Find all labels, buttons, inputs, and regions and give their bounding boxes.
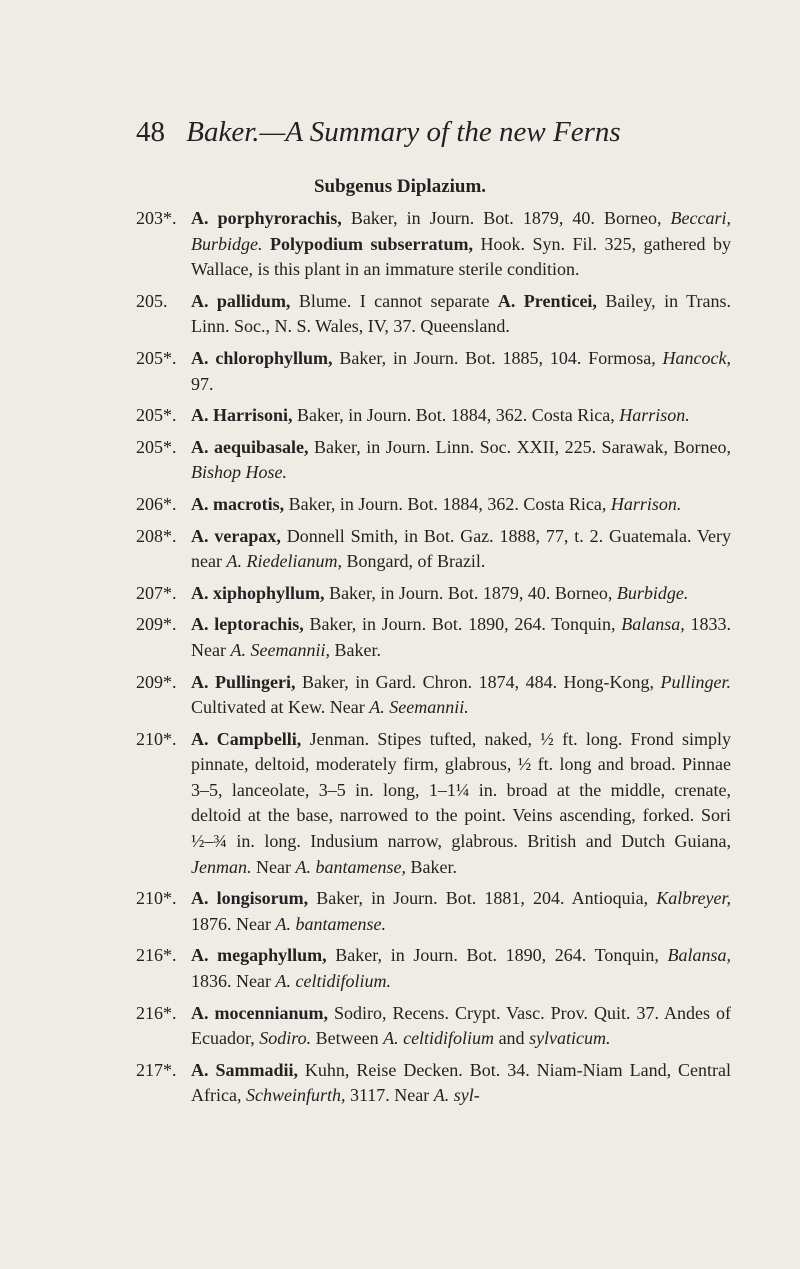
entry-number: 209*. bbox=[136, 671, 177, 692]
italic-reference: A. celtidifolium. bbox=[275, 971, 391, 992]
entry-number: 203*. bbox=[136, 208, 177, 228]
entry-body-text: Cultivated at Kew. Near bbox=[191, 697, 370, 718]
italic-reference: A. celtidifolium bbox=[383, 1028, 495, 1049]
species-name: A. verapax, bbox=[191, 525, 281, 546]
species-name: A. aequibasale, bbox=[191, 436, 309, 457]
entry-body-text: Between bbox=[311, 1028, 384, 1049]
entry-body-text: Baker, in Journ. Bot. 1890, 264. Tonquin, bbox=[303, 614, 622, 635]
species-name: A. Harrisoni, bbox=[191, 405, 293, 426]
entry-body-text: Baker, in Journ. Bot. 1884, 362. Costa Rica, bbox=[292, 405, 620, 426]
italic-reference: A. syl- bbox=[433, 1085, 480, 1106]
italic-reference: sylvaticum. bbox=[529, 1028, 611, 1049]
entry-body-text: Near bbox=[251, 856, 296, 877]
entry-body-text: Jenman. Stipes tufted, naked, ½ ft. long. Frond simply pinnate, deltoid, moderately firm, glabrous, ½ ft. long and broad. Pinnae 3–5, lanceolate, 3–5 in. long, 1–1¼ in. broad at the middle, crenate, deltoid at the base, narrowed to the point. Veins ascending, forked. Sori ½–¾ in. long. Indusium narrow, glabrous. British and Dutch Guiana, bbox=[191, 728, 731, 852]
entry-body-text: Baker, in Journ. Bot. 1879, 40. Borneo, bbox=[324, 582, 617, 603]
entry bbox=[0, 1001, 800, 1058]
entry-body-text: Hook. Syn. Fil. 325, gathered by Wallace, is this plant in an immature sterile condition. bbox=[191, 233, 731, 280]
running-header bbox=[136, 116, 621, 149]
species-name: A. xiphophyllum, bbox=[191, 582, 325, 603]
entry-body-text: Baker, in Journ. Bot. 1879, 40. Borneo, bbox=[341, 208, 671, 228]
species-name: A. mocennianum, bbox=[191, 1002, 329, 1023]
entry-text bbox=[191, 581, 731, 607]
entry-body-text: 1876. Near bbox=[191, 913, 276, 934]
entry-number: 216*. bbox=[136, 1002, 177, 1023]
entry-text bbox=[191, 435, 731, 486]
entry bbox=[0, 403, 800, 435]
entry bbox=[0, 289, 800, 346]
entry-body-text: Baker. bbox=[405, 856, 457, 877]
entry-text bbox=[191, 1058, 731, 1109]
entry-number: 210*. bbox=[136, 888, 177, 909]
italic-reference: Harrison. bbox=[619, 405, 690, 426]
entry-body-text: Kuhn, Reise Decken. Bot. 34. Niam-Niam Land, Central Africa, bbox=[191, 1059, 731, 1106]
entry-number: 205*. bbox=[136, 436, 177, 457]
entry bbox=[0, 346, 800, 403]
entry-body-text: Bailey, in Trans. Linn. Soc., N. S. Wales, IV, 37. Queensland. bbox=[191, 290, 731, 337]
italic-reference: Balansa, bbox=[667, 945, 731, 966]
entry-text bbox=[191, 943, 731, 994]
entry-text bbox=[191, 289, 731, 340]
entry-body-text: Baker. bbox=[329, 639, 381, 660]
entry-number: 217*. bbox=[136, 1059, 177, 1080]
entry-body-text: and bbox=[494, 1028, 530, 1049]
species-name: A. megaphyllum, bbox=[191, 945, 327, 966]
italic-reference: Balansa, bbox=[621, 614, 685, 635]
entry-number: 207*. bbox=[136, 582, 177, 603]
italic-reference: Kalbreyer, bbox=[656, 888, 732, 909]
italic-reference: Pullinger. bbox=[660, 671, 732, 692]
running-title: Baker.—A Summary of the new Ferns bbox=[186, 116, 621, 148]
species-name: A. macrotis, bbox=[191, 493, 285, 514]
entry-number: 205*. bbox=[136, 405, 177, 426]
entry-text bbox=[191, 492, 731, 518]
entry bbox=[0, 670, 800, 727]
entry-number: 209*. bbox=[136, 614, 177, 635]
species-name: A. Prenticei, bbox=[497, 290, 597, 311]
entry-text bbox=[191, 670, 731, 721]
italic-reference: Schweinfurth, bbox=[245, 1085, 346, 1106]
entry bbox=[0, 943, 800, 1000]
entry-body-text: 1836. Near bbox=[191, 971, 276, 992]
entry bbox=[0, 435, 800, 492]
italic-reference: Burbidge. bbox=[616, 582, 689, 603]
species-name: A. chlorophyllum, bbox=[191, 347, 333, 368]
italic-reference: Beccari, Burbidge. bbox=[191, 208, 731, 254]
entry bbox=[0, 581, 800, 613]
species-name: A. Pullingeri, bbox=[191, 671, 296, 692]
entry bbox=[0, 886, 800, 943]
entry bbox=[0, 206, 800, 289]
entry-body-text: Baker, in Journ. Bot. 1881, 204. Antioquia, bbox=[308, 888, 657, 909]
entry-body-text: 1833. Near bbox=[191, 614, 732, 660]
italic-reference: Sodiro. bbox=[259, 1028, 312, 1049]
species-name: A. porphyrorachis, bbox=[191, 208, 342, 228]
entry-body-text: Bongard, of Brazil. bbox=[341, 551, 486, 572]
entry bbox=[0, 612, 800, 669]
species-name: Polypodium subserratum, bbox=[262, 233, 474, 254]
entry-text bbox=[191, 206, 731, 283]
entry-text bbox=[191, 403, 731, 429]
species-name: A. pallidum, bbox=[191, 290, 291, 311]
entry-number: 206*. bbox=[136, 493, 177, 514]
entry bbox=[0, 524, 800, 581]
entry bbox=[0, 1058, 800, 1115]
italic-reference: A. Seemannii, bbox=[230, 639, 330, 660]
italic-reference: A. Seemannii. bbox=[369, 697, 469, 718]
entry-body-text: 97. bbox=[191, 373, 214, 394]
italic-reference: A. Riedelianum, bbox=[226, 551, 342, 572]
entry-number: 216*. bbox=[136, 945, 177, 966]
entry-body-text: Sodiro, Recens. Crypt. Vasc. Prov. Quit. 37. Andes of Ecuador, bbox=[191, 1002, 731, 1049]
italic-reference: Harrison. bbox=[610, 493, 682, 514]
entry-body-text: Baker, in Gard. Chron. 1874, 484. Hong-Kong, bbox=[295, 671, 661, 692]
entry-body-text: Blume. I cannot separate bbox=[290, 290, 498, 311]
entry-text bbox=[191, 524, 731, 575]
entry-body-text: 3117. Near bbox=[345, 1085, 434, 1106]
entry-number: 210*. bbox=[136, 728, 177, 749]
entry bbox=[0, 727, 800, 887]
species-name: A. Sammadii, bbox=[191, 1059, 298, 1080]
entry-body-text: Baker, in Journ. Bot. 1890, 264. Tonquin, bbox=[326, 945, 668, 966]
italic-reference: Jenman. bbox=[191, 856, 252, 877]
entry-text bbox=[191, 612, 731, 663]
entry-text bbox=[191, 886, 731, 937]
entry-body-text: Baker, in Journ. Linn. Soc. XXII, 225. Sarawak, Borneo, bbox=[308, 436, 731, 457]
entry-number: 208*. bbox=[136, 525, 177, 546]
entry-list bbox=[0, 206, 800, 1115]
entry-body-text: Baker, in Journ. Bot. 1885, 104. Formosa, bbox=[332, 347, 663, 368]
entry-text bbox=[191, 346, 731, 397]
italic-reference: A. bantamense, bbox=[295, 856, 406, 877]
species-name: A. longisorum, bbox=[191, 888, 309, 909]
species-name: A. Campbelli, bbox=[191, 728, 302, 749]
entry-body-text: Baker, in Journ. Bot. 1884, 362. Costa Rica, bbox=[284, 493, 611, 514]
entry-number: 205. bbox=[136, 290, 168, 311]
species-name: A. leptorachis, bbox=[191, 614, 304, 635]
entry-number: 205*. bbox=[136, 347, 177, 368]
entry bbox=[0, 492, 800, 524]
italic-reference: Hancock, bbox=[662, 347, 732, 368]
entry-text bbox=[191, 727, 731, 881]
italic-reference: A. bantamense. bbox=[275, 913, 386, 934]
entry-text bbox=[191, 1001, 731, 1052]
entry-body-text: Donnell Smith, in Bot. Gaz. 1888, 77, t. 2. Guatemala. Very near bbox=[191, 525, 731, 572]
page-number: 48 bbox=[136, 116, 165, 148]
subgenus-heading: Subgenus Diplazium. bbox=[313, 176, 487, 197]
italic-reference: Bishop Hose. bbox=[191, 462, 287, 483]
